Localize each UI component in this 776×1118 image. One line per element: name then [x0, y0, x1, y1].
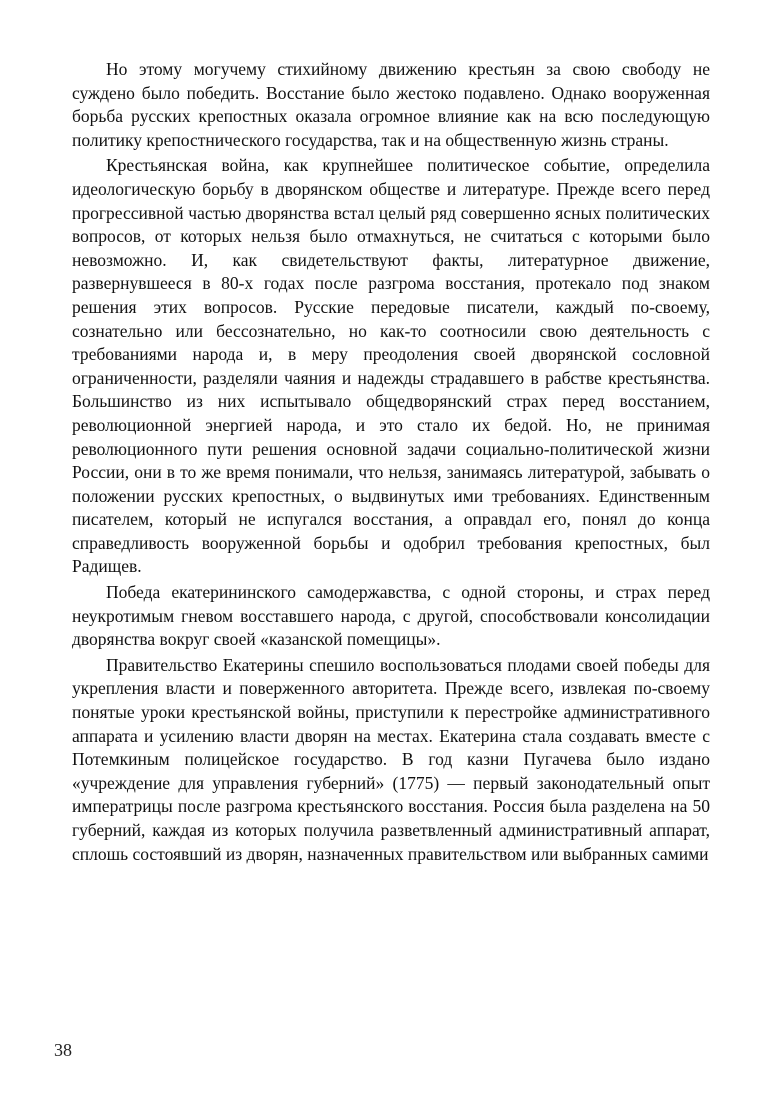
page-body [72, 58, 710, 868]
paragraph-2: Крестьянская война, как крупнейшее политическое событие, определила идеологическую борьбу в дворянском обществе и литературе. Прежде всего перед прогрессивной частью дворянства встал целый ряд совершенно ясных политических вопросов, от которых нельзя было отмахнуться, не считаться с которыми было невозможно. И, как свидетельствуют факты, литературное движение, развернувшееся в 80-х годах после разгрома восстания, протекало под знаком решения этих вопросов. Русские передовые писатели, каждый по-своему, сознательно или бессознательно, но как-то соотносили свою деятельность с требованиями народа и, в меру преодоления своей дворянской сословной ограниченности, разделяли чаяния и надежды страдавшего в рабстве крестьянства. Большинство из них испытывало общедворянский страх перед восстанием, революционной энергией народа, и это стало их бедой. Но, не принимая революционного пути решения основной задачи социально-политической жизни России, они в то же время понимали, что нельзя, занимаясь литературой, забывать о положении русских крепостных, о выдвинутых ими требованиях. Единственным писателем, который не испугался восстания, а оправдал его, понял до конца справедливость вооруженной борьбы и одобрил требования крепостных, был Радищев. [72, 155, 710, 577]
paragraph-3: Победа екатерининского самодержавства, с одной стороны, и страх перед неукротимым гневом восставшего народа, с другой, способствовали консолидации дворянства вокруг своей «казанской помещицы». [72, 582, 710, 650]
paragraph-4: Правительство Екатерины спешило воспользоваться плодами своей победы для укрепления власти и поверженного авторитета. Прежде всего, извлекая по-своему понятые уроки крестьянской войны, приступили к перестройке административного аппарата и усилению власти дворян на местах. Екатерина стала создавать вместе с Потемкиным полицейское государство. В год казни Пугачева было издано «учреждение для управления губерний» (1775) — первый законодательный опыт императрицы после разгрома крестьянского восстания. Россия была разделена на 50 губерний, каждая из которых получила разветвленный административный аппарат, сплошь состоявший из дворян, назначенных правительством или выбранных самими [72, 654, 710, 864]
page-number: 38 [54, 1040, 72, 1060]
paragraph-1: Но этому могучему стихийному движению крестьян за свою свободу не суждено было победить. Восстание было жестоко подавлено. Однако вооруженная борьба русских крепостных оказала огромное влияние как на всю последующую политику крепостнического государства, так и на общественную жизнь страны. [72, 59, 710, 150]
